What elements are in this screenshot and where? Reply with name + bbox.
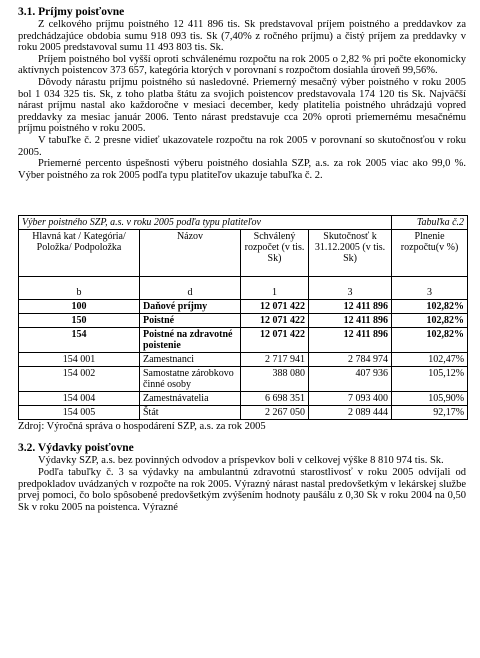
row-code: 154 004 [19, 392, 140, 406]
row-actual: 12 411 896 [309, 314, 392, 328]
row-actual: 2 784 974 [309, 353, 392, 367]
table-row [19, 314, 468, 328]
row-name: Daňové príjmy [140, 300, 241, 314]
row-code: 154 001 [19, 353, 140, 367]
header-fulfilment: Plnenie rozpočtu(v %) [392, 230, 468, 277]
row-fulfilment: 102,47% [392, 353, 468, 367]
paragraph: Priemerné percento úspešnosti výberu poistného dosiahla SZP, a.s. za rok 2005 viac ako 99,0 %. Výber poistného za rok 2005 podľa typu platiteľov ukazuje tabuľka č. 2. [18, 158, 466, 181]
table-caption-row [19, 216, 468, 230]
table-row [19, 367, 468, 392]
paragraph: Z celkového príjmu poistného 12 411 896 tis. Sk predstavoval príjem poistného a preddavkov za predchádzajúce obdobia sumu 918 093 tis. Sk (7,40% z ročného príjmu) a čistý príjem za preddavky v roku 2005 predstavoval sumu 11 493 803 tis. Sk. [18, 19, 466, 54]
table-row [19, 328, 468, 353]
table-row [19, 353, 468, 367]
row-budget: 388 080 [241, 367, 309, 392]
row-name: Poistné [140, 314, 241, 328]
table-source: Zdroj: Výročná správa o hospodárení SZP, a.s. za rok 2005 [18, 421, 266, 433]
paragraph: Dôvody nárastu príjmu poistného sú nasledovné. Priemerný mesačný výber poistného v roku 2005 bol 1 034 325 tis. Sk, z toho platba štátu za svojich poistencov predstavovala 174 120 tis Sk. Najväčší nárast príjmu nastal ako každoročne v mesiaci december, kedy platitelia poistného uhrádzajú vopred preddavky za mesiac január 2006. Tento nárast predstavuje cca 20% oproti priemernému mesačnému príjmu poistného v roku 2005. [18, 76, 466, 135]
section-heading-expenses: 3.2. Výdavky poisťovne [18, 442, 134, 455]
row-budget: 2 267 050 [241, 406, 309, 420]
column-index: d [140, 277, 241, 300]
column-index-row [19, 277, 468, 300]
row-fulfilment: 105,90% [392, 392, 468, 406]
row-name: Samostatne zárobkovo činné osoby [140, 367, 241, 392]
paragraph: V tabuľke č. 2 presne vidieť ukazovatele rozpočtu na rok 2005 v porovnaní so skutočnosťou v roku 2005. [18, 134, 466, 158]
row-name: Štát [140, 406, 241, 420]
row-name: Zamestnanci [140, 353, 241, 367]
row-fulfilment: 102,82% [392, 300, 468, 314]
row-fulfilment: 102,82% [392, 328, 468, 353]
row-code: 154 002 [19, 367, 140, 392]
row-code: 154 [19, 328, 140, 353]
table-caption: Výber poistného SZP, a.s. v roku 2005 podľa typu platiteľov [19, 216, 392, 230]
row-code: 100 [19, 300, 140, 314]
row-actual: 2 089 444 [309, 406, 392, 420]
row-budget: 12 071 422 [241, 328, 309, 353]
row-actual: 7 093 400 [309, 392, 392, 406]
table-number: Tabuľka č.2 [392, 216, 468, 230]
row-fulfilment: 105,12% [392, 367, 468, 392]
section-heading-income: 3.1. Príjmy poisťovne [18, 6, 125, 18]
row-budget: 6 698 351 [241, 392, 309, 406]
paragraph: Výdavky SZP, a.s. bez povinných odvodov a príspevkov boli v celkovej výške 8 810 974 tis. Sk. [38, 455, 444, 467]
header-category: Hlavná kat / Kategória/ Položka/ Podpoložka [19, 230, 140, 277]
row-actual: 12 411 896 [309, 328, 392, 353]
row-name: Poistné na zdravotné poistenie [140, 328, 241, 353]
table-header-row [19, 230, 468, 277]
row-budget: 2 717 941 [241, 353, 309, 367]
paragraph: Podľa tabuľky č. 3 sa výdavky na ambulantnú zdravotnú starostlivosť v roku 2005 odvíjali od predpokladov uvádzaných v rozpočte na rok 2005. Výrazný nárast nastal predovšetkým v lekárskej službe prvej pomoci, čo bolo spôsobené predovšetkým zvýšením hodnoty paušálu z 0,30 Sk v roku 2004 na 0,50 Sk v roku 2005 na poistenca. Výrazné [18, 466, 466, 513]
header-name: Názov [140, 230, 241, 277]
column-index: 3 [392, 277, 468, 300]
row-fulfilment: 92,17% [392, 406, 468, 420]
paragraph: Príjem poistného bol vyšší oproti schválenému rozpočtu na rok 2005 o 2,82 % pri počte ekonomicky aktívnych poistencov 373 657, kategória ktorých v porovnaní s rozpočtom dosiahla úroveň 99,56%. [18, 53, 466, 77]
row-actual: 407 936 [309, 367, 392, 392]
row-code: 154 005 [19, 406, 140, 420]
table-row [19, 406, 468, 420]
column-index: 3 [309, 277, 392, 300]
column-index: b [19, 277, 140, 300]
table-row [19, 392, 468, 406]
header-actual: Skutočnosť k 31.12.2005 (v tis. Sk) [309, 230, 392, 277]
row-name: Zamestnávatelia [140, 392, 241, 406]
header-budget: Schválený rozpočet (v tis. Sk) [241, 230, 309, 277]
table-row [19, 300, 468, 314]
row-fulfilment: 102,82% [392, 314, 468, 328]
row-budget: 12 071 422 [241, 314, 309, 328]
premium-collection-table [18, 215, 468, 420]
row-actual: 12 411 896 [309, 300, 392, 314]
row-budget: 12 071 422 [241, 300, 309, 314]
row-code: 150 [19, 314, 140, 328]
column-index: 1 [241, 277, 309, 300]
